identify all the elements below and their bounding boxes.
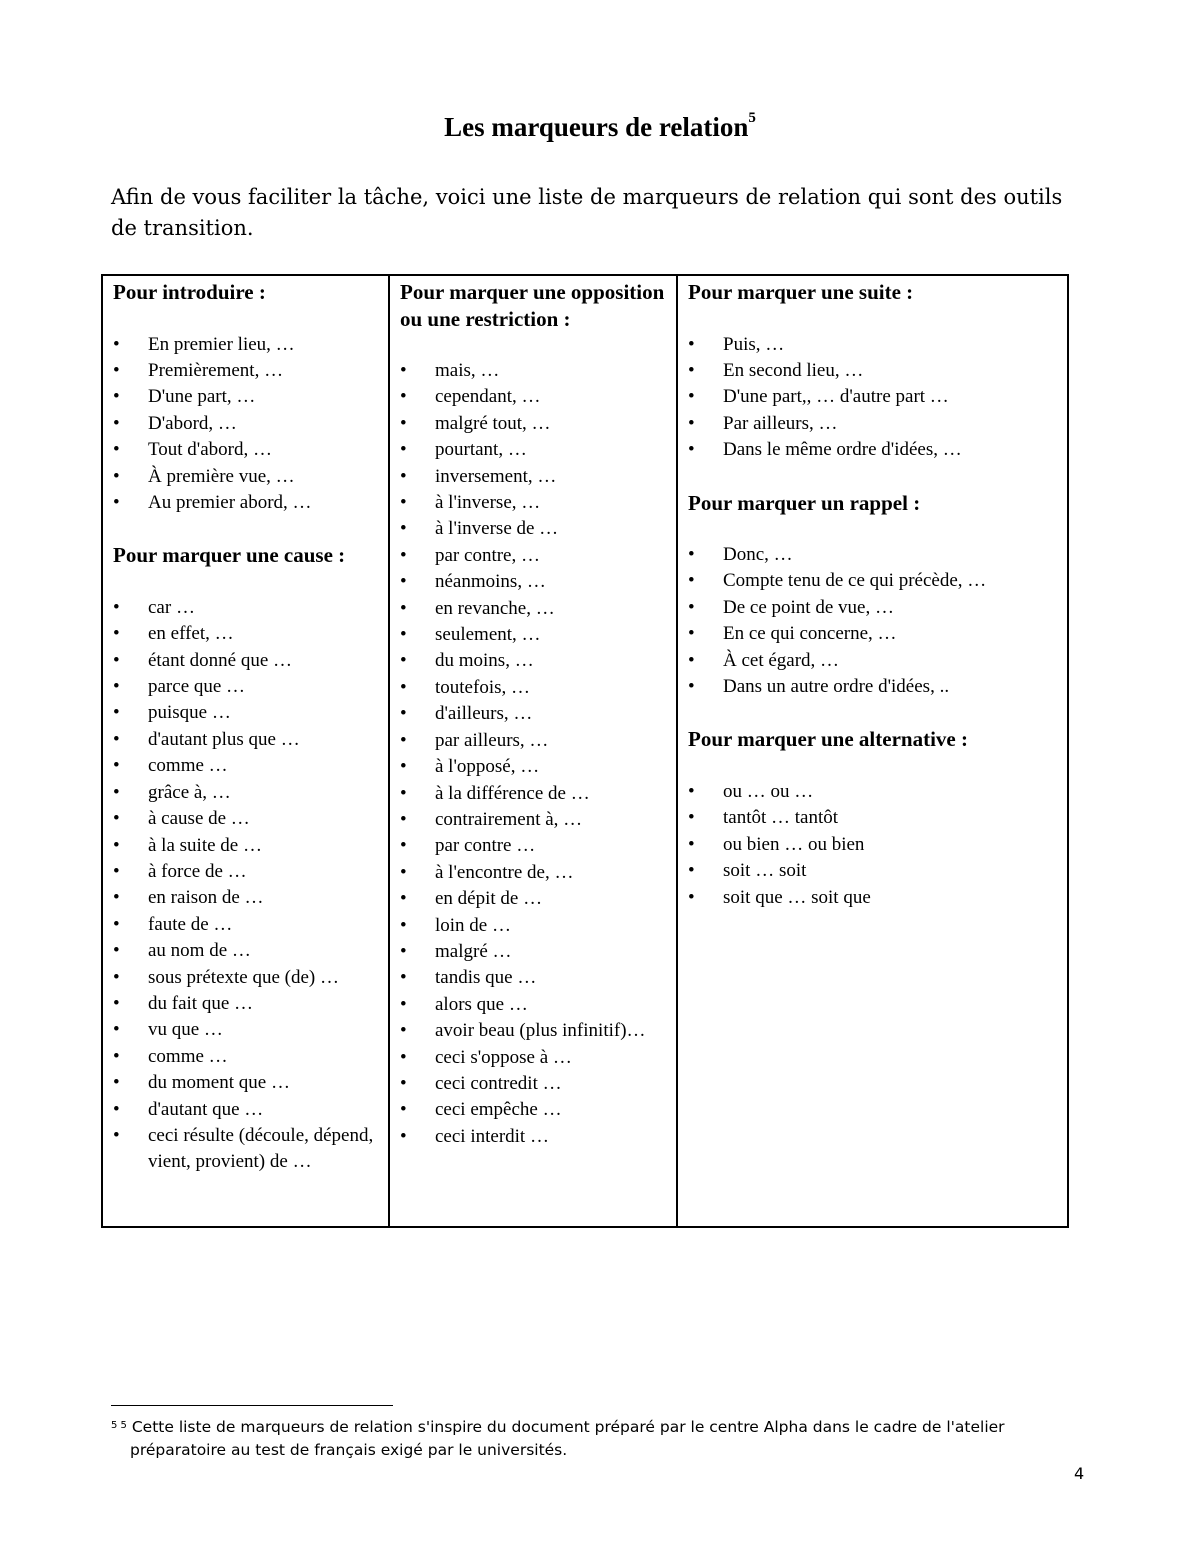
section-gap xyxy=(113,516,380,542)
list-item: • car … xyxy=(113,595,380,621)
list-item: • À première vue, … xyxy=(113,464,380,490)
list-item: • pourtant, … xyxy=(400,437,668,463)
list-item: • en dépit de … xyxy=(400,886,668,912)
list-item: • en raison de … xyxy=(113,885,380,911)
list-item: • comme … xyxy=(113,753,380,779)
footnote-line-2: préparatoire au test de français exigé par le universités. xyxy=(130,1441,568,1459)
list-item: • cependant, … xyxy=(400,384,668,410)
list-item: • Par ailleurs, … xyxy=(688,411,1059,437)
list-item: • d'autant plus que … xyxy=(113,727,380,753)
list-item: • Donc, … xyxy=(688,542,1059,568)
list-item: • tandis que … xyxy=(400,965,668,991)
footnote-line-1: Cette liste de marqueurs de relation s'inspire du document préparé par le centre Alpha dans le cadre de l'atelier xyxy=(131,1418,1005,1436)
list-item: • ou bien … ou bien xyxy=(688,832,1059,858)
heading-gap xyxy=(688,516,1059,542)
section-heading: Pour marquer une opposition ou une restriction : xyxy=(400,280,665,331)
list-item: • puisque … xyxy=(113,700,380,726)
list-item: • Puis, … xyxy=(688,332,1059,358)
section-heading: Pour introduire : xyxy=(113,280,266,304)
list-item: • contrairement à, … xyxy=(400,807,668,833)
list-item: • à force de … xyxy=(113,859,380,885)
list-item: • par contre … xyxy=(400,833,668,859)
list-item: • Tout d'abord, … xyxy=(113,437,380,463)
list-item: • D'une part, … xyxy=(113,384,380,410)
heading-gap xyxy=(688,753,1059,779)
column-1 xyxy=(103,276,390,1226)
list-item: • à l'encontre de, … xyxy=(400,860,668,886)
list-item: • À cet égard, … xyxy=(688,648,1059,674)
list-item: • toutefois, … xyxy=(400,675,668,701)
list-item: • à l'inverse, … xyxy=(400,490,668,516)
list-item: • soit … soit xyxy=(688,858,1059,884)
heading-gap xyxy=(688,306,1059,332)
list-item: • mais, … xyxy=(400,358,668,384)
list-item: • soit que … soit que xyxy=(688,885,1059,911)
list-item: • étant donné que … xyxy=(113,648,380,674)
footnote-divider xyxy=(111,1405,393,1406)
column-3 xyxy=(678,276,1067,1226)
list-item: • comme … xyxy=(113,1044,380,1070)
list-item: • par contre, … xyxy=(400,543,668,569)
list-item: • Dans le même ordre d'idées, … xyxy=(688,437,1059,463)
page-title xyxy=(0,112,1200,143)
list-item: • loin de … xyxy=(400,913,668,939)
list-item: • seulement, … xyxy=(400,622,668,648)
section-gap xyxy=(688,700,1059,726)
marker-list xyxy=(400,358,668,1150)
list-item: • En premier lieu, … xyxy=(113,332,380,358)
list-item: • du fait que … xyxy=(113,991,380,1017)
list-item: • à la suite de … xyxy=(113,833,380,859)
list-item: • en revanche, … xyxy=(400,596,668,622)
marker-list xyxy=(688,542,1059,700)
list-item: • d'ailleurs, … xyxy=(400,701,668,727)
heading-gap xyxy=(113,306,380,332)
list-item: • faute de … xyxy=(113,912,380,938)
section-heading: Pour marquer une cause : xyxy=(113,543,346,568)
list-item: • du moins, … xyxy=(400,648,668,674)
list-item: • à cause de … xyxy=(113,806,380,832)
list-item: • malgré tout, … xyxy=(400,411,668,437)
list-item: • D'une part,, … d'autre part … xyxy=(688,384,1059,410)
list-item: • D'abord, … xyxy=(113,411,380,437)
list-item: • inversement, … xyxy=(400,464,668,490)
list-item: • ceci interdit … xyxy=(400,1124,668,1150)
list-item: • ceci empêche … xyxy=(400,1097,668,1123)
list-item: • en effet, … xyxy=(113,621,380,647)
list-item: • d'autant que … xyxy=(113,1097,380,1123)
heading-gap xyxy=(113,569,380,595)
marker-list xyxy=(688,332,1059,464)
list-item: • De ce point de vue, … xyxy=(688,595,1059,621)
list-item: • vu que … xyxy=(113,1017,380,1043)
section-heading: Pour marquer une alternative : xyxy=(688,727,968,752)
list-item: • néanmoins, … xyxy=(400,569,668,595)
list-item: • Compte tenu de ce qui précède, … xyxy=(688,568,1059,594)
section-heading: Pour marquer un rappel : xyxy=(688,490,921,515)
list-item: • ceci s'oppose à … xyxy=(400,1045,668,1071)
list-item: • En second lieu, … xyxy=(688,358,1059,384)
list-item: • sous prétexte que (de) … xyxy=(113,965,380,991)
list-item: • avoir beau (plus infinitif)… xyxy=(400,1018,668,1044)
list-item: • ou … ou … xyxy=(688,779,1059,805)
markers-table xyxy=(101,274,1069,1228)
list-item: • tantôt … tantôt xyxy=(688,805,1059,831)
list-item: • alors que … xyxy=(400,992,668,1018)
footnote-ref: 5 5 xyxy=(111,1420,127,1431)
page-number: 4 xyxy=(1074,1464,1085,1483)
marker-list xyxy=(113,332,380,517)
title-text: Les marqueurs de relation xyxy=(444,112,749,142)
list-item: • ceci résulte (découle, dépend, vient, provient) de … xyxy=(113,1123,380,1176)
intro-paragraph: Afin de vous faciliter la tâche, voici une liste de marqueurs de relation qui sont des outils de transition. xyxy=(111,185,1063,240)
list-item: • ceci contredit … xyxy=(400,1071,668,1097)
list-item: • Dans un autre ordre d'idées, .. xyxy=(688,674,1059,700)
list-item: • En ce qui concerne, … xyxy=(688,621,1059,647)
section-heading: Pour marquer une suite : xyxy=(688,280,914,304)
marker-list xyxy=(688,779,1059,911)
list-item: • à la différence de … xyxy=(400,781,668,807)
list-item: • par ailleurs, … xyxy=(400,728,668,754)
section-gap xyxy=(688,464,1059,490)
list-item: • à l'inverse de … xyxy=(400,516,668,542)
list-item: • parce que … xyxy=(113,674,380,700)
marker-list xyxy=(113,595,380,1176)
title-footnote-ref[interactable]: 5 xyxy=(748,110,756,126)
list-item: • malgré … xyxy=(400,939,668,965)
column-2 xyxy=(390,276,678,1226)
list-item: • à l'opposé, … xyxy=(400,754,668,780)
list-item: • Au premier abord, … xyxy=(113,490,380,516)
footnote xyxy=(111,1416,1031,1462)
list-item: • au nom de … xyxy=(113,938,380,964)
heading-gap xyxy=(400,332,668,358)
list-item: • grâce à, … xyxy=(113,780,380,806)
list-item: • du moment que … xyxy=(113,1070,380,1096)
list-item: • Premièrement, … xyxy=(113,358,380,384)
